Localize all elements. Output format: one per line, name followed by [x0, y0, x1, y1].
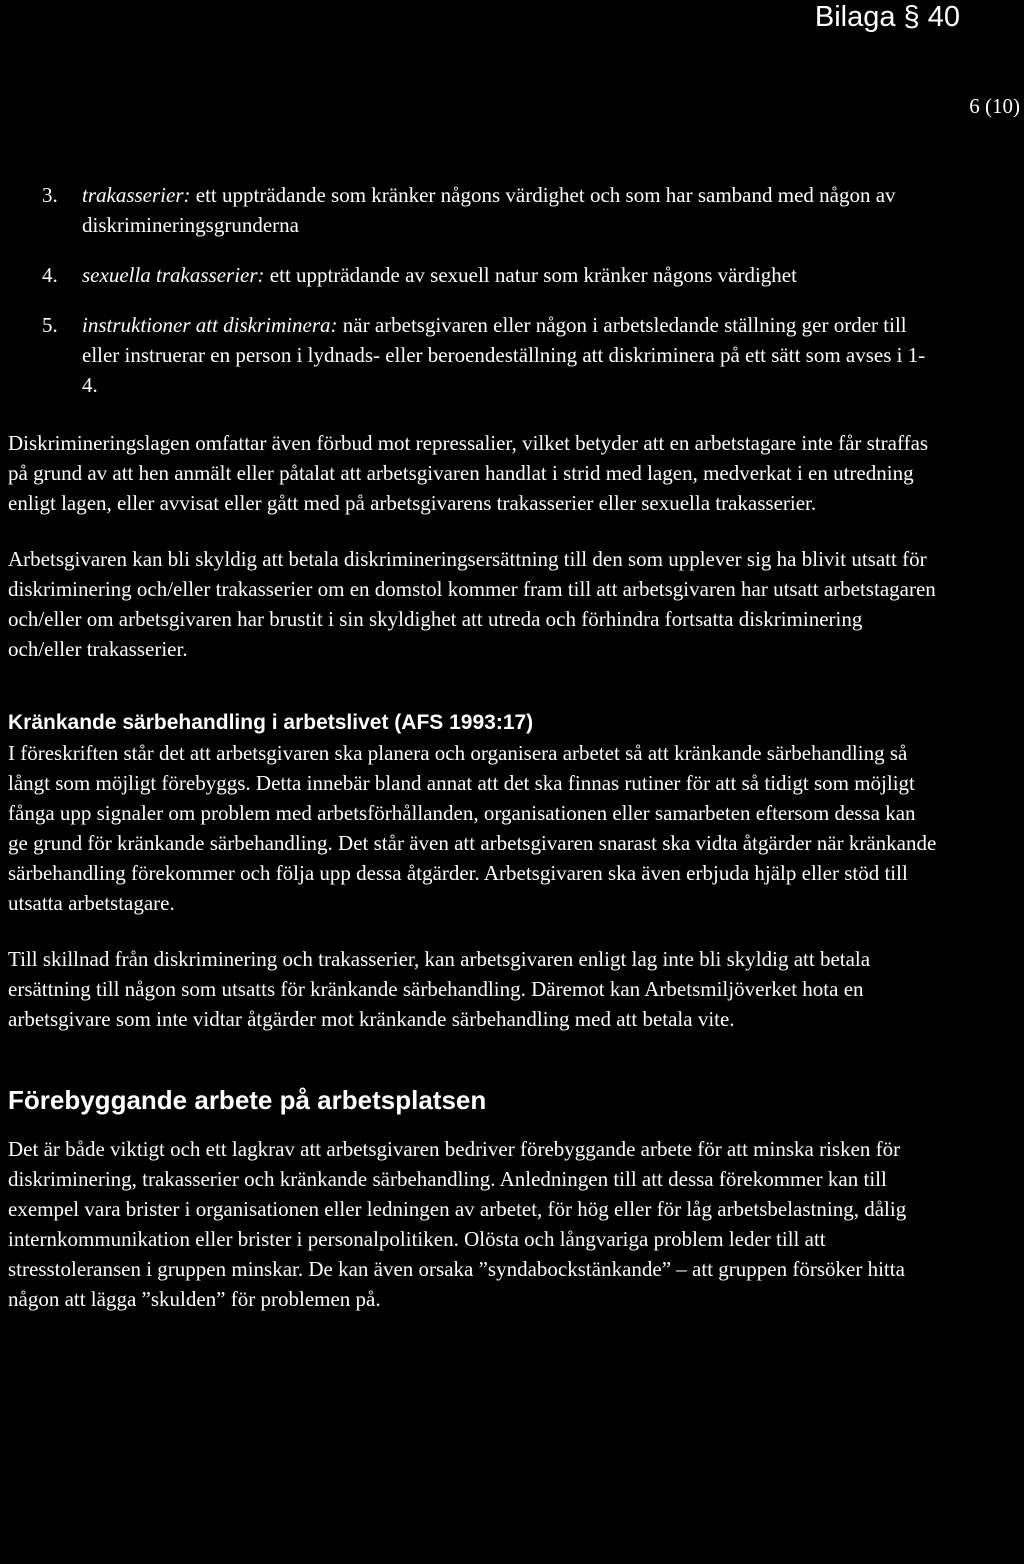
list-item-text: ett uppträdande av sexuell natur som kränker någons värdighet	[264, 263, 797, 287]
paragraph-forebyggande: Det är både viktigt och ett lagkrav att arbetsgivaren bedriver förebyggande arbete för att minska risken för diskriminering, trakasserier och kränkande särbehandling. Anledningen till att dessa förekommer kan till exempel vara brister i organisationen eller ledningen av arbetet, för hög eller för låg arbetsbelastning, dålig internkommunikation eller brister i personalpolitiken. Olösta och långvariga problem leder till att stresstoleransen i gruppen minskar. De kan även orsaka ”syndabockstänkande” – att gruppen försöker hitta någon att lägga ”skulden” för problemen på.	[8, 1137, 907, 1311]
list-item-term: trakasserier:	[82, 183, 191, 207]
appendix-label: Bilaga § 40	[814, 1, 960, 33]
list-item-text: ett uppträdande som kränker någons värdighet och som har samband med någon av diskrimineringsgrunderna	[82, 183, 896, 237]
document-body	[8, 180, 938, 1340]
page-number: 6 (10)	[969, 94, 1020, 118]
list-item	[8, 180, 938, 240]
paragraph-foreskriften: I föreskriften står det att arbetsgivaren ska planera och organisera arbetet så att kränkande särbehandling så långt som möjligt förebyggs. Detta innebär bland annat att det ska finnas rutiner för att så tidigt som möjligt fånga upp signaler om problem med arbetsförhållanden, organisationen eller samarbeten eftersom dessa kan ge grund för kränkande särbehandling. Det står även att arbetsgivaren snarast ska vidta åtgärder när kränkande särbehandling förekommer och följa upp dessa åtgärder. Arbetsgivaren ska även erbjuda hjälp eller stöd till utsatta arbetstagare.	[8, 741, 937, 915]
list-item-number: 4.	[42, 263, 58, 287]
heading-forebyggande-arbete: Förebyggande arbete på arbetsplatsen	[8, 1085, 487, 1115]
list-item-number: 3.	[42, 183, 58, 207]
paragraph-till-skillnad: Till skillnad från diskriminering och trakasserier, kan arbetsgivaren enligt lag inte bli skyldig att betala ersättning till någon som utsatts för kränkande särbehandling. Däremot kan Arbetsmiljöverket hota en arbetsgivare som inte vidtar åtgärder mot kränkande särbehandling med att betala vite.	[8, 947, 871, 1031]
list-item-term: sexuella trakasserier:	[82, 263, 265, 287]
list-item-term: instruktioner att diskriminera:	[82, 313, 338, 337]
heading-krankande-sarbehandling: Kränkande särbehandling i arbetslivet (AFS 1993:17)	[8, 711, 534, 734]
list-item-number: 5.	[42, 313, 58, 337]
list-item	[8, 310, 938, 400]
paragraph-repressalier: Diskrimineringslagen omfattar även förbud mot repressalier, vilket betyder att en arbetstagare inte får straffas på grund av att hen anmält eller påtalat att arbetsgivaren handlat i strid med lagen, medverkat i en utredning enligt lagen, eller avvisat eller gått med på arbetsgivarens trakasserier eller sexuella trakasserier.	[8, 431, 929, 515]
definition-list	[8, 180, 938, 400]
list-item	[8, 260, 938, 290]
list-item-text: när arbetsgivaren eller någon i arbetsledande ställning ger order till eller instruerar en person i lydnads- eller beroendeställning att diskriminera på ett sätt som avses i 1-4.	[82, 313, 926, 397]
paragraph-ersattning: Arbetsgivaren kan bli skyldig att betala diskrimineringsersättning till den som upplever sig ha blivit utsatt för diskriminering och/eller trakasserier om en domstol kommer fram till att arbetsgivaren har utsatt arbetstagaren och/eller om arbetsgivaren har brustit i sin skyldighet att utreda och förhindra fortsatta diskriminering och/eller trakasserier.	[8, 547, 936, 661]
